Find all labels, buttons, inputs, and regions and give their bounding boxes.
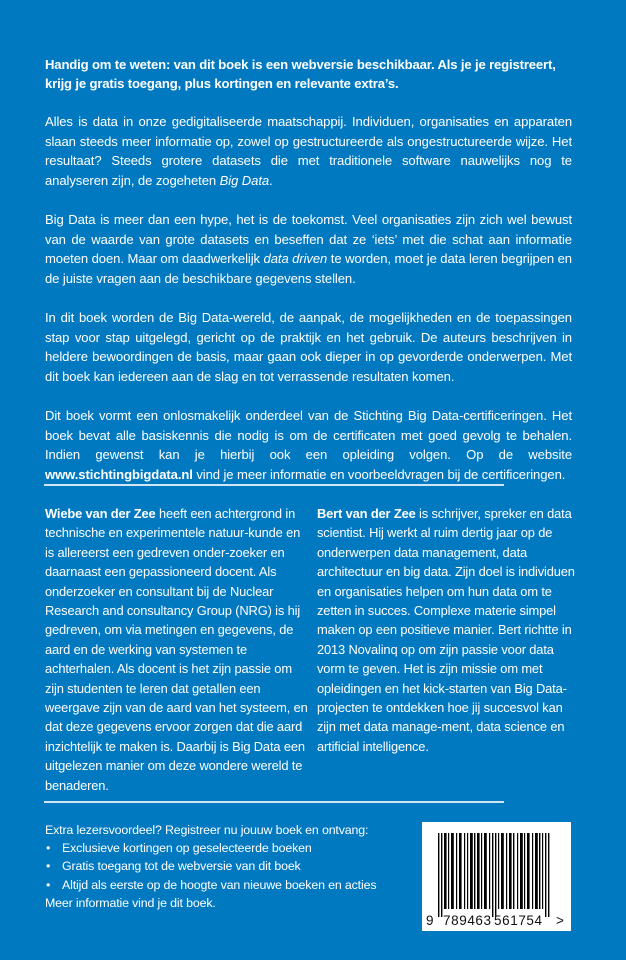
quiet-zone-marker: > [556, 913, 564, 928]
divider-bottom [44, 801, 504, 803]
author-bio-bert [317, 504, 579, 756]
list-item: • Gratis toegang tot de webversie van dit boek [45, 857, 415, 875]
description-paragraph-3: In dit boek worden de Big Data-wereld, de aanpak, de mogelijkheden en de toepassingen stap voor stap uitgelegd, gericht op de praktijk en het gebruik. De auteurs beschrijven in heldere bewoordingen de basis, maar gaan ook dieper in op gevorderde onderwerpen. Met dit boek kan iedereen aan de slag en tot verrassende resultaten komen. [45, 309, 572, 384]
website-link[interactable]: www.stichtingbigdata.nl [45, 466, 193, 482]
divider-top [44, 484, 504, 486]
intro-text: Handig om te weten: van dit boek is een webversie beschikbaar. Als je je registreert, krijg je gratis toegang, plus kortingen en relevante extra’s. [45, 57, 556, 92]
list-item: • Exclusieve kortingen op geselecteerde boeken [45, 839, 415, 857]
description-paragraph-4: Dit boek vormt een onlosmakelijk onderdeel van de Stichting Big Data-certificeringen. Het boek bevat alle basiskennis die nodig is om de certificaten met goed gevolg te behalen. Indien gewenst kan je hierbij ook een opleiding volgen. Op de website www.stichtingbigdata.nl vind je meer informatie en voorbeeldvragen bij de certificeringen. [45, 407, 572, 482]
author-name: Wiebe van der Zee [45, 506, 156, 521]
isbn-barcode [422, 822, 571, 931]
book-description [45, 112, 572, 484]
intro-notice [45, 55, 572, 94]
isbn-lead-digit: 9 [426, 913, 434, 928]
data-driven-term: data driven [263, 251, 328, 267]
bullet-icon: • [46, 841, 51, 856]
isbn-group-2: 561754 [494, 913, 543, 928]
big-data-term: Big Data [219, 172, 270, 188]
description-paragraph-2: Big Data is meer dan een hype, het is de toekomst. Veel organisaties zijn zich wel bewust van de waarde van grote datasets en beseffen dat ze ‘iets’ met die schat aan informatie moeten doen. Maar om daadwerkelijk data driven te worden, moet je data leren begrijpen en de juiste vragen aan de beschikbare gegevens stellen. [45, 211, 572, 286]
author-name: Bert van der Zee [317, 506, 416, 521]
bullet-icon: • [46, 877, 51, 892]
author-bio-wiebe [45, 504, 310, 795]
benefits-heading: Extra lezersvoordeel? Registreer nu jouuw boek en ontvang: [45, 823, 369, 837]
description-paragraph-1: Alles is data in onze gedigitaliseerde maatschappij. Individuen, organisaties en apparaten slaan steeds meer informatie op, zowel op gestructureerde als ongestructureerde wijze. Het resultaat? Steeds grotere datasets die met traditionele software nauwelijks nog te analyseren zijn, de zogeheten Big Data. [45, 114, 572, 188]
isbn-group-1: 789463 [443, 913, 492, 928]
benefits-list [45, 839, 415, 894]
author-bio-text: heeft een achtergrond in technische en experimentele natuur-kunde en is allereerst een gedreven onder-zoeker en daarnaast een gepassioneerd docent. Als onderzoeker en consultant bij de Nuclear Research and consultancy Group (NRG) is hij gedreven, om via metingen en gegevens, de aard en de werking van systemen te achterhalen. Als docent is het zijn passie om zijn studenten te leren dat getallen een weergave zijn van de aard van het systeem, en dat deze gegevens ervoor zorgen dat die aard inzichtelijk te maken is. Daarbij is Big Data een uitgelezen manier om deze wondere wereld te benaderen. [45, 506, 308, 793]
author-bio-text: is schrijver, spreker en data scientist. Hij werkt al ruim dertig jaar op de onderwerpen data management, data architectuur en big data. Zijn doel is individuen en organisaties helpen om hun data om te zetten in succes. Complexe materie simpel maken op een positieve manier. Bert richtte in 2013 Novalinq op om zijn passie voor data vorm te geven. Het is zijn missie om met opleidingen en het kick-starten van Big Data-projecten te ontdekken hoe jij succesvol kan zijn met data manage-ment, data science en artificial intelligence. [317, 506, 575, 754]
benefits-footer: Meer informatie vind je dit boek. [45, 895, 216, 910]
list-item: • Altijd als eerste op de hoogte van nieuwe boeken en acties [45, 876, 415, 894]
reader-benefits [45, 821, 415, 912]
bullet-icon: • [46, 859, 51, 874]
